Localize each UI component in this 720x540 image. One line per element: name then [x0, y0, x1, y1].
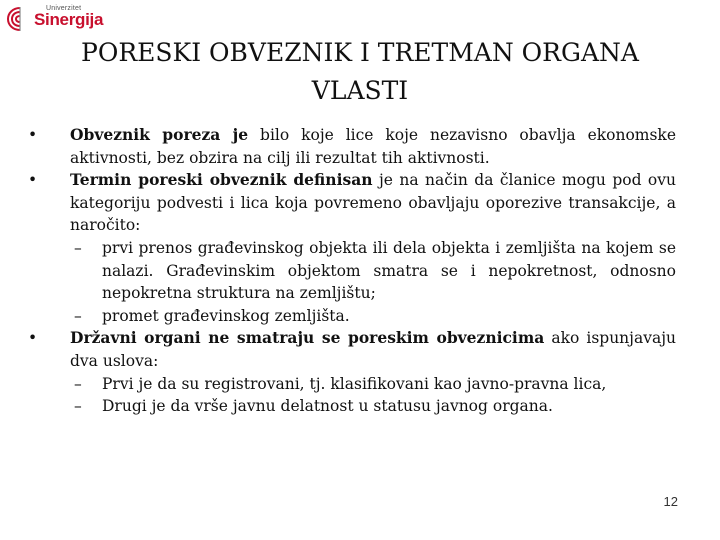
sub-bullet-item	[28, 373, 676, 396]
bullet-bold-text: Termin poreski obveznik definisan	[70, 170, 373, 190]
bullet-text: ako ispunjavaju dva uslova:	[70, 329, 677, 370]
bullet-item	[28, 327, 676, 372]
bullet-bold-text: Državni organi ne smatraju se poreskim obveznicima	[70, 328, 545, 348]
sub-bullet-item	[28, 395, 676, 418]
dash-icon: –	[74, 238, 82, 257]
bullet-bold-text: Obveznik poreza je	[70, 125, 249, 144]
logo-sinergija-text: Sinergija	[34, 10, 104, 29]
sub-bullet-text: promet građevinskog zemljišta.	[102, 306, 350, 325]
slide-title-line-1: PORESKI OBVEZNIK I TRETMAN ORGANA	[81, 38, 639, 67]
slide-title-line-2: VLASTI	[311, 76, 409, 105]
bullet-dot-icon: •	[28, 329, 38, 348]
slide-title	[40, 34, 680, 110]
dash-icon: –	[74, 306, 82, 325]
sub-bullet-text: Drugi je da vrše javnu delatnost u statusu javnog organa.	[102, 397, 553, 416]
sub-bullet-item	[28, 237, 676, 305]
dash-icon: –	[74, 374, 82, 393]
sub-bullet-item	[28, 305, 676, 328]
bullet-item	[28, 124, 676, 169]
sub-bullet-text: Prvi je da su registrovani, tj. klasifikovani kao javno-pravna lica,	[102, 374, 607, 393]
logo-university-text: Univerzitet	[46, 5, 82, 12]
university-logo	[6, 4, 104, 34]
bullet-dot-icon: •	[28, 171, 38, 190]
bullet-dot-icon: •	[28, 126, 38, 144]
bullet-item	[28, 169, 676, 237]
dash-icon: –	[74, 397, 82, 416]
slide-content	[28, 124, 676, 418]
page-number: 12	[663, 494, 678, 509]
bullet-text: bilo koje lice koje nezavisno obavlja ekonomske aktivnosti, bez obzira na cilj ili rezultat tih aktivnosti.	[70, 126, 676, 167]
bullet-text: je na način da članice mogu pod ovu kategoriju podvesti i lica koja povremeno obavljaju oporezive transakcije, a naročito:	[70, 171, 677, 235]
sub-bullet-text: prvi prenos građevinskog objekta ili dela objekta i zemljišta na kojem se nalazi. Građevinskim objektom smatra se i nepokretnost, odnosno nepokretna struktura na zemljištu;	[102, 238, 676, 303]
sinergija-emblem-icon	[6, 6, 34, 32]
